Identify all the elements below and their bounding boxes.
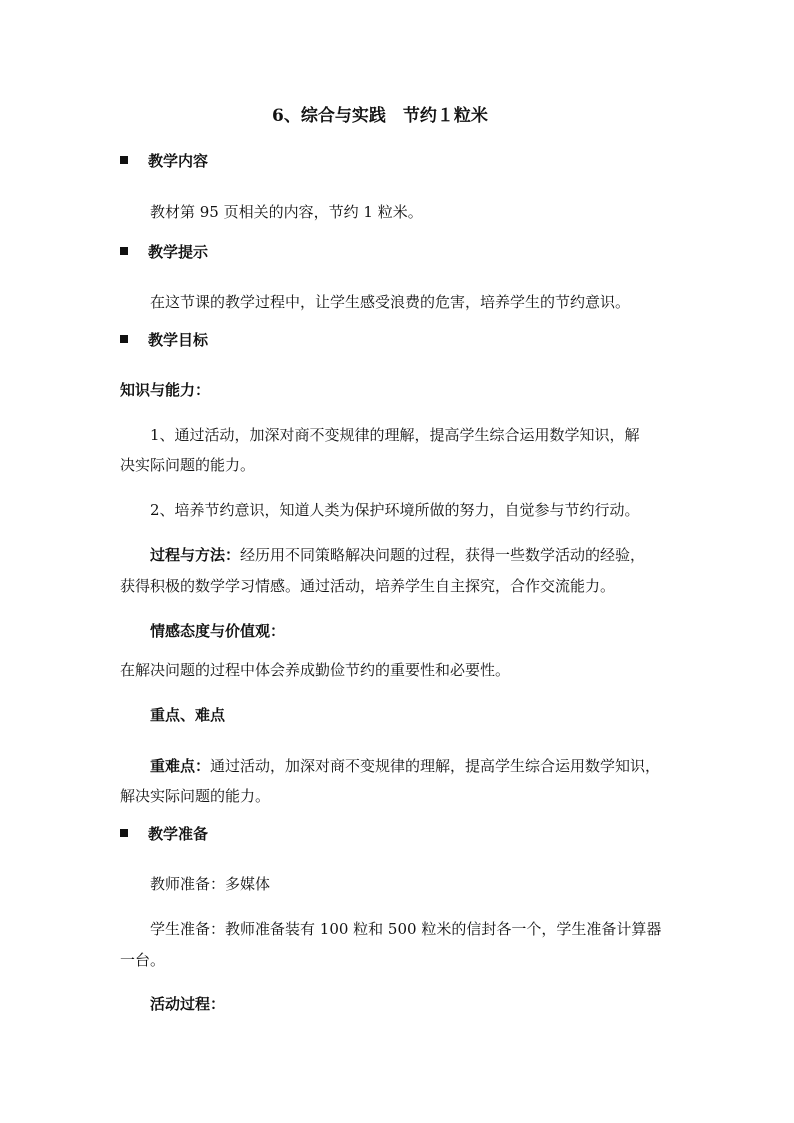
content-text: 教材第 95 页相关的内容，节约 1 粒米。 bbox=[150, 203, 423, 221]
keypoint-heading: 重点、难点 bbox=[150, 706, 226, 724]
emotion-text: 在解决问题的过程中体会养成勤俭节约的重要性和必要性。 bbox=[120, 661, 511, 679]
section-heading-hint bbox=[120, 242, 208, 262]
keypoint-label: 重难点： bbox=[150, 757, 211, 775]
process-text: 经历用不同策略解决问题的过程，获得一些数学活动的经验， bbox=[240, 546, 646, 564]
process-label: 过程与方法： bbox=[150, 546, 241, 564]
process-line2: 获得积极的数学学习情感。通过活动，培养学生自主探究，合作交流能力。 bbox=[120, 577, 616, 595]
student-prep-line2: 一台。 bbox=[120, 951, 166, 969]
heading-text: 教学提示 bbox=[148, 243, 209, 261]
section-heading-prep bbox=[120, 824, 208, 844]
goal1-line1: 1、通过活动，加深对商不变规律的理解，提高学生综合运用数学知识，解 bbox=[150, 426, 640, 444]
goal1-line2: 决实际问题的能力。 bbox=[120, 456, 256, 474]
heading-text: 教学内容 bbox=[148, 152, 209, 170]
emotion-heading: 情感态度与价值观： bbox=[150, 622, 286, 640]
document-title: 6、综合与实践 节约１粒米 bbox=[272, 106, 488, 126]
hint-text: 在这节课的教学过程中，让学生感受浪费的危害，培养学生的节约意识。 bbox=[150, 293, 631, 311]
bullet-square-icon bbox=[120, 335, 128, 343]
keypoint-line2: 解决实际问题的能力。 bbox=[120, 787, 271, 805]
keypoint-line1 bbox=[150, 756, 660, 776]
section-heading-goal bbox=[120, 330, 208, 350]
bullet-square-icon bbox=[120, 247, 128, 255]
bullet-square-icon bbox=[120, 156, 128, 164]
section-heading-content bbox=[120, 151, 208, 171]
teacher-prep: 教师准备：多媒体 bbox=[150, 875, 271, 893]
goal2: 2、培养节约意识，知道人类为保护环境所做的努力，自觉参与节约行动。 bbox=[150, 501, 640, 519]
bullet-square-icon bbox=[120, 829, 128, 837]
keypoint-text: 通过活动，加深对商不变规律的理解，提高学生综合运用数学知识， bbox=[210, 757, 661, 775]
process-line1 bbox=[150, 545, 645, 565]
student-prep-line1: 学生准备：教师准备装有 100 粒和 500 粒米的信封各一个，学生准备计算器 bbox=[150, 920, 662, 938]
activity-heading: 活动过程： bbox=[150, 995, 226, 1013]
knowledge-heading: 知识与能力： bbox=[120, 381, 211, 399]
heading-text: 教学准备 bbox=[148, 825, 209, 843]
heading-text: 教学目标 bbox=[148, 331, 209, 349]
